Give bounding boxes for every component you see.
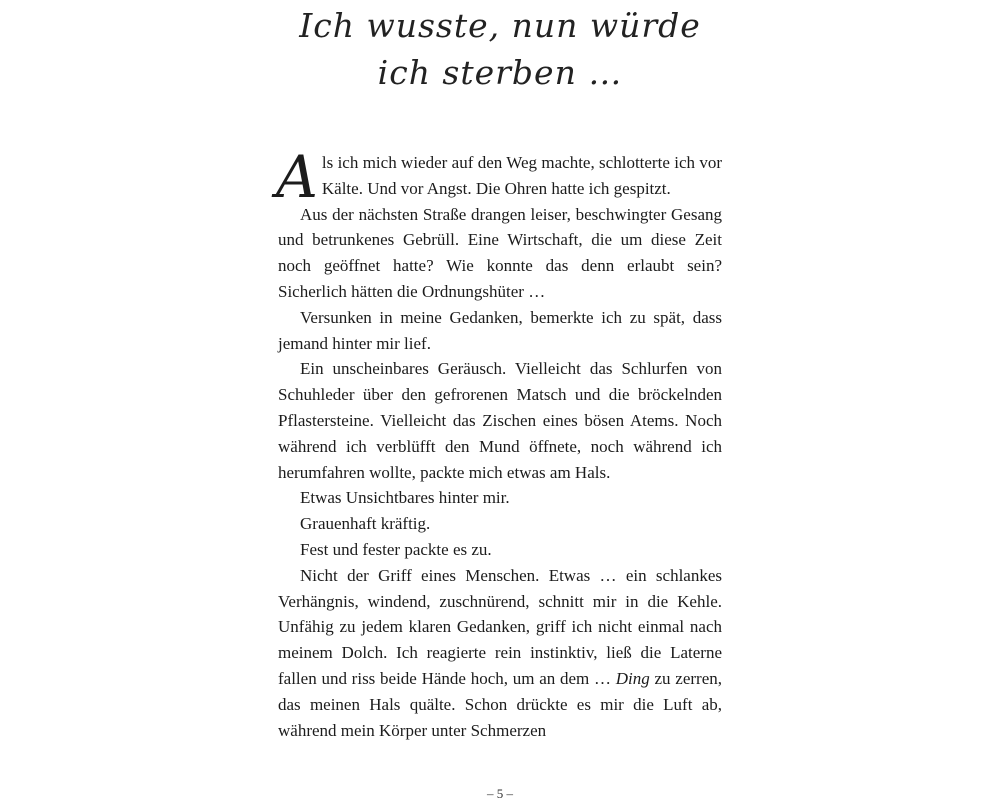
paragraph-text: ls ich mich wieder auf den Weg machte, schlotterte ich vor Kälte. Und vor Angst. Die Ohren hatte ich gespitzt.	[321, 153, 722, 198]
paragraph-text: Nicht der Griff eines Menschen. Etwas … ein schlankes Verhängnis, windend, zuschnürend, schnitt mir in die Kehle. Unfähig zu jedem klaren Gedanken, griff ich nicht einmal nach meinem Dolch. Ich reagierte rein instinktiv, ließ die Laterne fallen und riss beide Hände hoch, um an dem …	[278, 565, 722, 688]
paragraph: Versunken in meine Gedanken, bemerkte ich zu spät, dass jemand hinter mir lief.	[278, 307, 722, 353]
chapter-title-line-1: Ich wusste, nun würde	[299, 6, 701, 45]
chapter-title-line-2: ich sterben …	[377, 53, 623, 92]
page-number: – 5 –	[487, 786, 513, 801]
paragraph: Ein unscheinbares Geräusch. Vielleicht das Schlurfen von Schuhleder über den gefrorenen Matsch und die bröckelnden Pflastersteine. Vielleicht das Zischen eines bösen Atems. Noch während ich verblüfft den Mund öffnete, noch während ich herumfahren wollte, packte mich etwas am Hals.	[278, 359, 722, 482]
paragraph: Fest und fester packte es zu.	[300, 539, 492, 559]
paragraph: Grauenhaft kräftig.	[300, 514, 431, 534]
paragraph: Aus der nächsten Straße drangen leiser, beschwingter Gesang und betrunkenes Gebrüll. Eine Wirtschaft, die um diese Zeit noch geöffnet hatte? Wie konnte das denn erlaubt sein? Sicherlich hätten die Ordnungshüter …	[278, 204, 722, 301]
paragraph: Etwas Unsichtbares hinter mir.	[300, 488, 510, 508]
paragraph	[276, 143, 722, 211]
paragraph-text-continued: zu zerren, das meinen Hals quälte. Schon drückte es mir die Luft ab, während mein Körper unter Schmerzen	[278, 668, 723, 740]
italic-word: Ding	[615, 668, 650, 688]
chapter-body-text	[276, 143, 723, 743]
paragraph	[278, 563, 722, 744]
drop-cap: A	[276, 143, 318, 211]
chapter-title	[250, 2, 750, 96]
